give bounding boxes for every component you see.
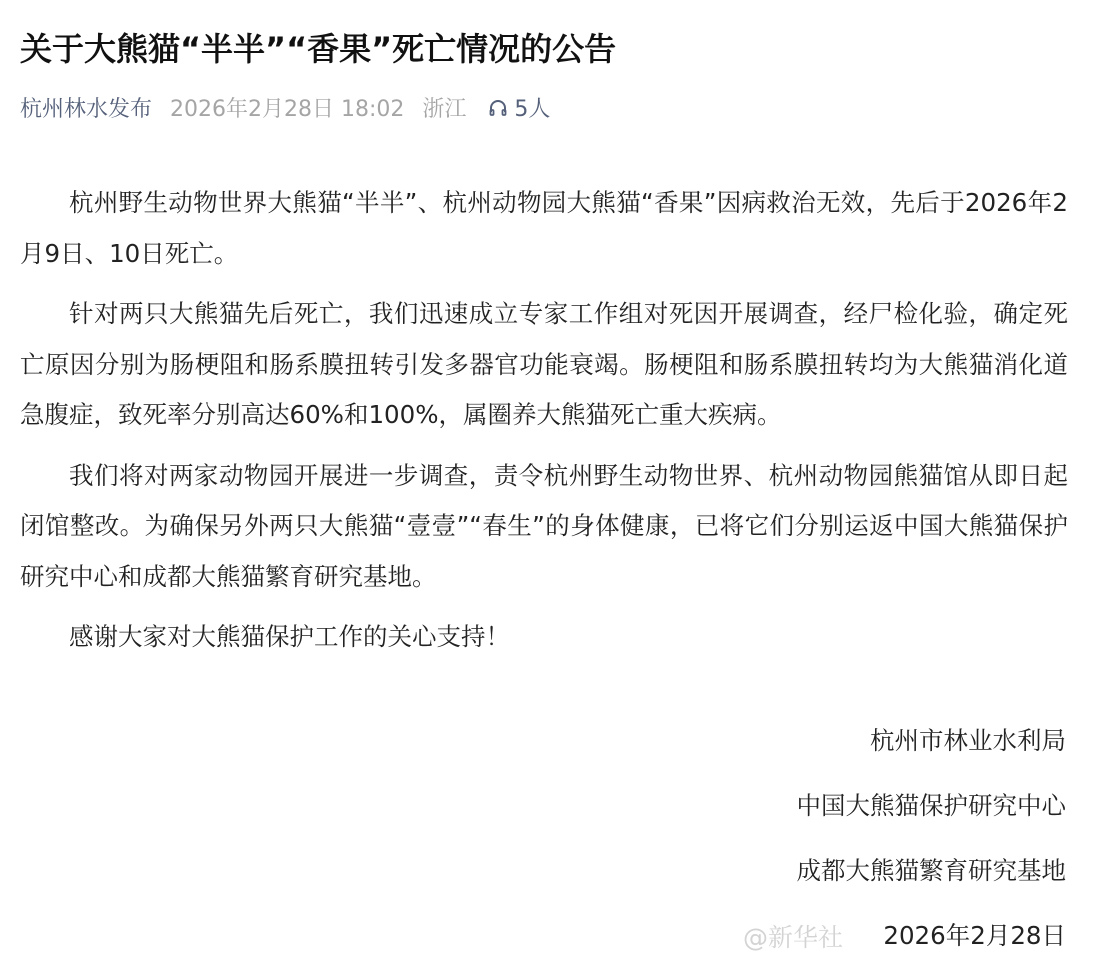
signatory: 杭州市林业水利局 [870, 726, 1066, 755]
location: 浙江 [422, 97, 467, 122]
source-link[interactable]: 杭州林水发布 [20, 97, 153, 122]
headphones-icon [488, 98, 508, 118]
listen-button[interactable] [488, 92, 550, 123]
paragraph: 感谢大家对大熊猫保护工作的关心支持！ [69, 622, 510, 651]
article-title: 关于大熊猫“半半”“香果”死亡情况的公告 [20, 30, 617, 68]
paragraph: 我们将对两家动物园开展进一步调查，责令杭州野生动物世界、杭州动物园熊猫馆从即日起闭馆整改。为确保另外两只大熊猫“壹壹”“春生”的身体健康，已将它们分别运返中国大熊猫保护研究中心和成都大熊猫繁育研究基地。 [20, 460, 1068, 591]
publish-time: 2026年2月28日 18:02 [170, 97, 405, 122]
paragraph: 针对两只大熊猫先后死亡，我们迅速成立专家工作组对死因开展调查，经尸检化验，确定死亡原因分别为肠梗阻和肠系膜扭转引发多器官功能衰竭。肠梗阻和肠系膜扭转均为大熊猫消化道急腹症，致死率分别高达60%和100%，属圈养大熊猫死亡重大疾病。 [20, 299, 1068, 429]
paragraph: 杭州野生动物世界大熊猫“半半”、杭州动物园大熊猫“香果”因病救治无效，先后于2026年2月9日、10日死亡。 [20, 188, 1068, 268]
article-body [20, 178, 1068, 673]
signatory: 成都大熊猫繁育研究基地 [796, 856, 1066, 885]
article-meta [20, 92, 550, 123]
listener-count: 5人 [514, 97, 551, 122]
signature-date: 2026年2月28日 [883, 921, 1066, 950]
watermark: @新华社 [742, 923, 843, 952]
signatory: 中国大熊猫保护研究中心 [796, 791, 1066, 820]
